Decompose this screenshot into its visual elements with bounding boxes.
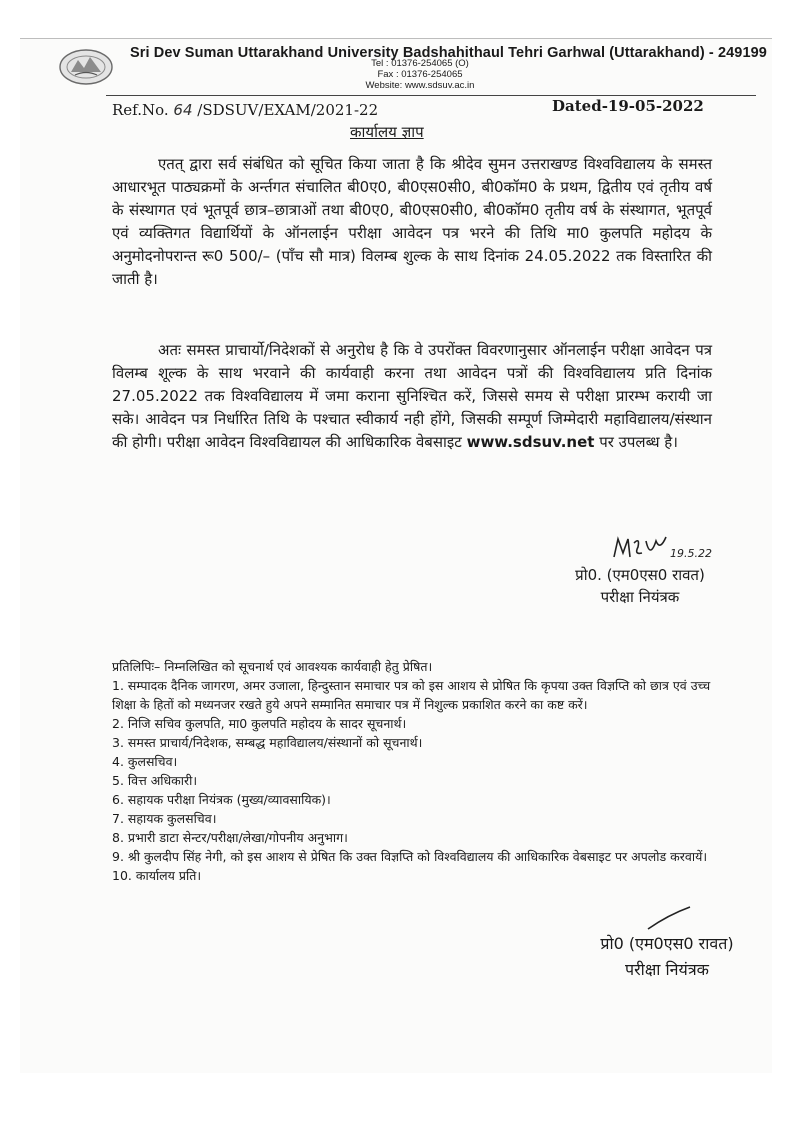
website-link: www.sdsuv.net — [466, 433, 595, 451]
list-item: 9. श्री कुलदीप सिंह नेगी, को इस आशय से प्रेषित कि उक्त विज्ञप्ति को विश्वविद्यालय की आधिकारिक वेबसाइट पर अपलोड करवायें। — [112, 849, 708, 864]
initial-mark — [644, 905, 694, 933]
list-item: 5. वित्त अधिकारी। — [112, 773, 198, 788]
website-address: Website: www.sdsuv.ac.in — [365, 80, 475, 91]
signature-block-2 — [572, 931, 762, 983]
body-paragraph-2 — [112, 339, 712, 454]
university-logo-icon — [58, 47, 114, 87]
list-item: 10. कार्यालय प्रति। — [112, 868, 202, 883]
handwritten-signature — [610, 533, 720, 563]
university-name: Sri Dev Suman Uttarakhand University Badshahithaul Tehri Garhwal (Uttarakhand) - 249199 — [130, 45, 767, 61]
signature-date-note: 19.5.22 — [670, 547, 712, 560]
list-item: 1. सम्पादक दैनिक जागरण, अमर उजाला, हिन्दुस्तान समाचार पत्र को इस आशय से प्रोषित कि कृपया उक्त विज्ञप्ति को छात्र एवं उच्च शिक्षा के हितों को मध्यनजर रखते हुये अपने सम्मानित समाचार पत्र में निशुल्क प्रकाशित करने का कष्ट करें। — [112, 678, 711, 712]
reference-number — [112, 101, 378, 119]
reference-prefix: Ref.No. — [112, 101, 169, 119]
copy-intro: प्रतिलिपिः– निम्नलिखित को सूचनार्थ एवं आवश्यक कार्यवाही हेतु प्रेषित। — [112, 659, 433, 674]
fax-number: Fax : 01376-254065 — [377, 69, 463, 80]
signature-block-1 — [540, 564, 740, 608]
list-item: 6. सहायक परीक्षा नियंत्रक (मुख्य/व्यावसायिक)। — [112, 792, 331, 807]
signatory-name: प्रो0. (एम0एस0 रावत) — [575, 566, 705, 584]
signatory-designation: परीक्षा नियंत्रक — [600, 588, 680, 606]
list-item: 8. प्रभारी डाटा सेन्टर/परीक्षा/लेखा/गोपनीय अनुभाग। — [112, 830, 348, 845]
paragraph-2-text: अतः समस्त प्राचार्यो/निदेशकों से अनुरोध है कि वे उपरोंक्त विवरणानुसार ऑनलाईन परीक्षा आवेदन पत्र विलम्ब शूल्क के साथ भरवाने की कार्यवाही करना तथा आवेदन पत्रों की विश्वविद्यालय प्रति दिनांक 27.05.2022 तक विश्वविद्यालय में जमा कराना सुनिश्चित करें, जिससे समय से परीक्षा प्रारम्भ करायी जा सके। आवेदन पत्र निर्धारित तिथि के पश्चात स्वीकार्य नही होंगे, जिसकी सम्पूर्ण जिम्मेदारी महाविद्यालय/संस्थान की होगी। परीक्षा आवेदन विश्वविद्यायल की आधिकारिक वेबसाइट — [112, 341, 712, 451]
reference-suffix: /SDSUV/EXAM/2021-22 — [197, 101, 379, 119]
signatory-name: प्रो0 (एम0एस0 रावत) — [600, 934, 734, 953]
body-paragraph-1 — [112, 153, 712, 291]
letterhead — [20, 39, 772, 101]
reference-handwritten-number: 64 — [173, 101, 193, 119]
list-item: 4. कुलसचिव। — [112, 754, 178, 769]
document-sheet — [20, 38, 772, 1073]
telephone-number: Tel : 01376-254065 (O) — [371, 58, 469, 69]
list-item: 2. निजि सचिव कुलपति, मा0 कुलपति महोदय के सादर सूचनार्थ। — [112, 716, 407, 731]
document-date: Dated-19-05-2022 — [552, 97, 704, 115]
memo-title: कार्यालय ज्ञाप — [350, 123, 424, 141]
paragraph-1-text: एतत् द्वारा सर्व संबंधित को सूचित किया जाता है कि श्रीदेव सुमन उत्तराखण्ड विश्वविद्यालय के समस्त आधारभूत पाठ्यक्रमों के अर्न्तगत संचालित बी0ए0, बी0एस0सी0, बी0कॉम0 के प्रथम, द्वितीय एवं तृतीय वर्ष के संस्थागत एवं भूतपूर्व छात्र–छात्राओं तथा बी0ए0, बी0एस0सी0, बी0कॉम0 तृतीय वर्ष के संस्थागत, भूतपूर्व एवं व्यक्तिगत विद्यार्थियों के ऑनलाईन परीक्षा आवेदन पत्र भरने की तिथि मा0 कुलपति महोदय के अनुमोदनोपरान्त रू0 500/– (पाँच सौ मात्र) विलम्ब शुल्क के साथ दिनांक 24.05.2022 तक विस्तारित की जाती है। — [112, 155, 712, 288]
signatory-designation: परीक्षा नियंत्रक — [625, 960, 709, 979]
list-item: 7. सहायक कुलसचिव। — [112, 811, 217, 826]
paragraph-2-end: पर उपलब्ध है। — [599, 433, 678, 451]
list-item: 3. समस्त प्राचार्य/निदेशक, सम्बद्ध महाविद्यालय/संस्थानों को सूचनार्थ। — [112, 735, 423, 750]
header-divider — [106, 95, 756, 96]
copy-distribution-list — [112, 657, 726, 885]
